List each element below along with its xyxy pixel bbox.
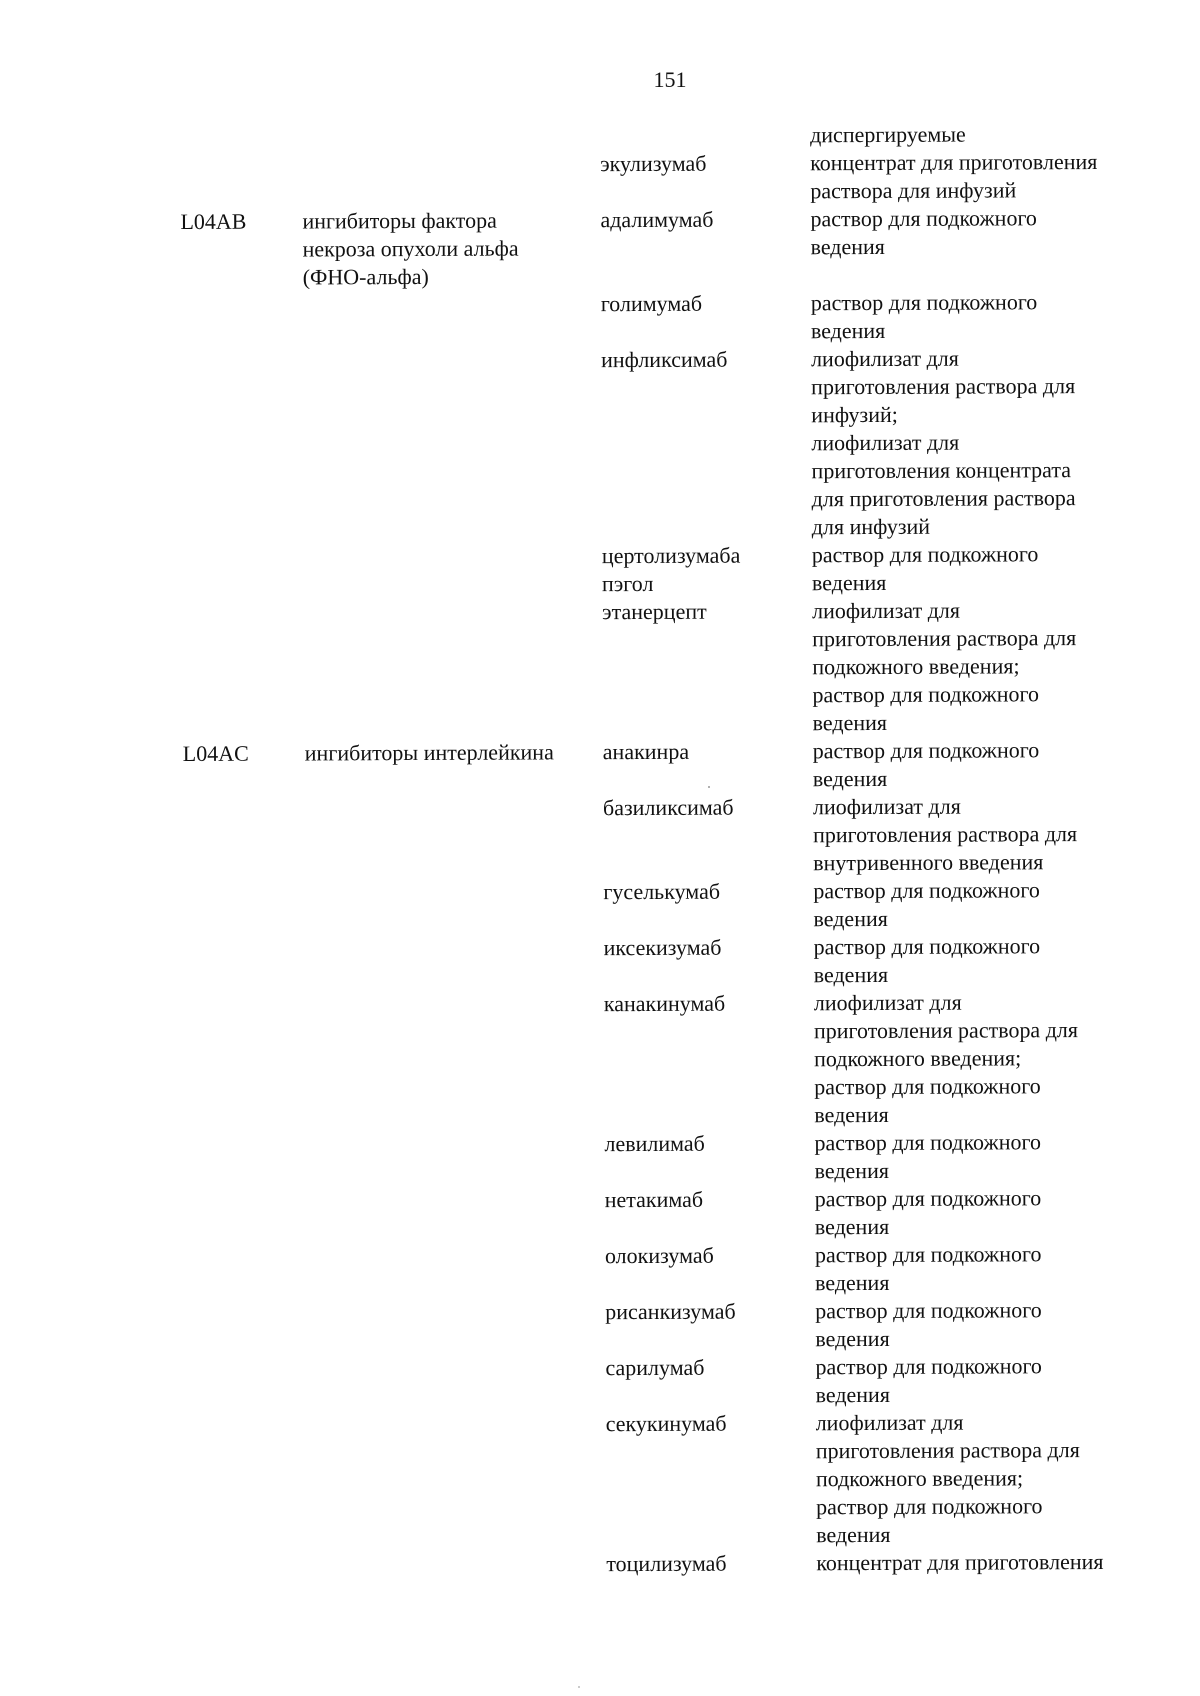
dosage-form: лиофилизат для приготовления раствора для инфузий; лиофилизат для приготовления концентрата для приготовления раствора для инфузий (810, 345, 1076, 540)
pharmacological-group (307, 1242, 605, 1243)
scan-speck (578, 1686, 580, 1688)
atc-code (186, 1551, 308, 1552)
drug-name: тоцилизумаб (606, 1550, 727, 1577)
scan-speck (708, 786, 710, 788)
table-row (185, 1184, 1145, 1244)
atc-code (182, 543, 304, 544)
dosage-form: концентрат для приготовления (816, 1548, 1104, 1576)
dosage-form: раствор для подкожного ведения (814, 1241, 1042, 1296)
dosage-form: раствор для подкожного ведения (810, 289, 1038, 344)
dosage-form: лиофилизат для приготовления раствора для подкожного введения; раствор для подкожного ведения (813, 989, 1079, 1128)
drug-name: рисанкизумаб (605, 1298, 736, 1325)
atc-code (182, 599, 304, 600)
pharmacological-group (307, 1186, 605, 1187)
pharmacological-group (307, 1354, 605, 1355)
table-row (181, 288, 1141, 348)
table-row (184, 932, 1144, 992)
drug-name: олокизумаб (604, 1242, 714, 1269)
pharmacological-group (302, 122, 600, 123)
dosage-form: раствор для подкожного ведения (814, 1129, 1041, 1184)
dosage-form: лиофилизат для приготовления раствора для внутривенного введения (812, 793, 1078, 876)
drug-name: секукинумаб (605, 1410, 727, 1437)
pharmacological-group (308, 1410, 606, 1411)
dosage-form: диспергируемые концентрат для приготовления раствора для инфузий (809, 121, 1098, 204)
dosage-form: лиофилизат для приготовления раствора для подкожного введения; раствор для подкожного ведения (815, 1409, 1080, 1548)
atc-code (184, 991, 306, 992)
atc-code: L04AC (182, 740, 249, 766)
pharmacological-group: ингибиторы интерлейкина (304, 739, 554, 766)
table-row (182, 540, 1142, 600)
atc-code (185, 1299, 307, 1300)
atc-code (186, 1411, 308, 1412)
atc-code (183, 795, 305, 796)
drug-name: гуселькумаб (603, 878, 721, 905)
drug-name: левилимаб (604, 1130, 705, 1157)
atc-code (184, 1131, 306, 1132)
atc-code (181, 291, 303, 292)
table-row (184, 1128, 1144, 1188)
medication-table (180, 120, 1146, 1580)
dosage-form: лиофилизат для приготовления раствора для подкожного введения; раствор для подкожного ведения (812, 597, 1077, 736)
pharmacological-group (307, 1298, 605, 1299)
drug-name: голимумаб (600, 290, 703, 317)
pharmacological-group (308, 1550, 606, 1551)
dosage-form: раствор для подкожного ведения (812, 737, 1040, 792)
atc-code: L04AB (180, 208, 247, 234)
atc-code (183, 879, 305, 880)
drug-name: канакинумаб (603, 990, 726, 1017)
table-row (185, 1352, 1145, 1412)
table-row (184, 988, 1145, 1132)
table-row (183, 792, 1143, 880)
dosage-form: раствор для подкожного ведения (810, 205, 1037, 260)
pharmacological-group (306, 1130, 604, 1131)
table-row (186, 1408, 1147, 1552)
pharmacological-group (305, 794, 603, 795)
table-row (186, 1548, 1146, 1580)
drug-name: иксекизумаб (603, 934, 722, 961)
drug-name: цертолизумаба пэгол (601, 542, 741, 597)
dosage-form: раствор для подкожного ведения (811, 541, 1039, 596)
dosage-form: раствор для подкожного ведения (815, 1353, 1042, 1408)
table-row (185, 1240, 1145, 1300)
dosage-form: раствор для подкожного ведения (814, 1185, 1042, 1240)
atc-code (184, 935, 306, 936)
pharmacological-group (304, 542, 602, 543)
atc-code (185, 1243, 307, 1244)
dosage-form: раствор для подкожного ведения (813, 877, 1040, 932)
table-row (183, 876, 1143, 936)
table-row (183, 736, 1143, 796)
dosage-form: раствор для подкожного ведения (813, 933, 1041, 988)
table-row (182, 596, 1143, 740)
pharmacological-group (306, 934, 604, 935)
table-row (181, 344, 1142, 544)
drug-name: базиликсимаб (602, 794, 734, 821)
table-row (180, 204, 1140, 292)
drug-name: этанерцепт (602, 598, 707, 625)
drug-name: адалимумаб (600, 206, 714, 233)
pharmacological-group (303, 346, 601, 347)
pharmacological-group (304, 598, 602, 599)
dosage-form: раствор для подкожного ведения (815, 1297, 1042, 1352)
drug-name: инфликсимаб (600, 346, 728, 373)
page-number: 151 (653, 67, 687, 92)
atc-code (180, 123, 302, 124)
pharmacological-group: ингибиторы фактора некроза опухоли альфа (ФНО-альфа) (302, 207, 519, 290)
drug-name: нетакимаб (604, 1186, 704, 1213)
table-row (180, 120, 1140, 208)
atc-code (185, 1187, 307, 1188)
table-row (185, 1296, 1145, 1356)
drug-name: анакинра (602, 738, 690, 765)
atc-code (185, 1355, 307, 1356)
atc-code (181, 347, 303, 348)
drug-name: экулизумаб (600, 123, 707, 177)
drug-name: сарилумаб (605, 1354, 705, 1381)
pharmacological-group (306, 990, 604, 991)
pharmacological-group (305, 878, 603, 879)
